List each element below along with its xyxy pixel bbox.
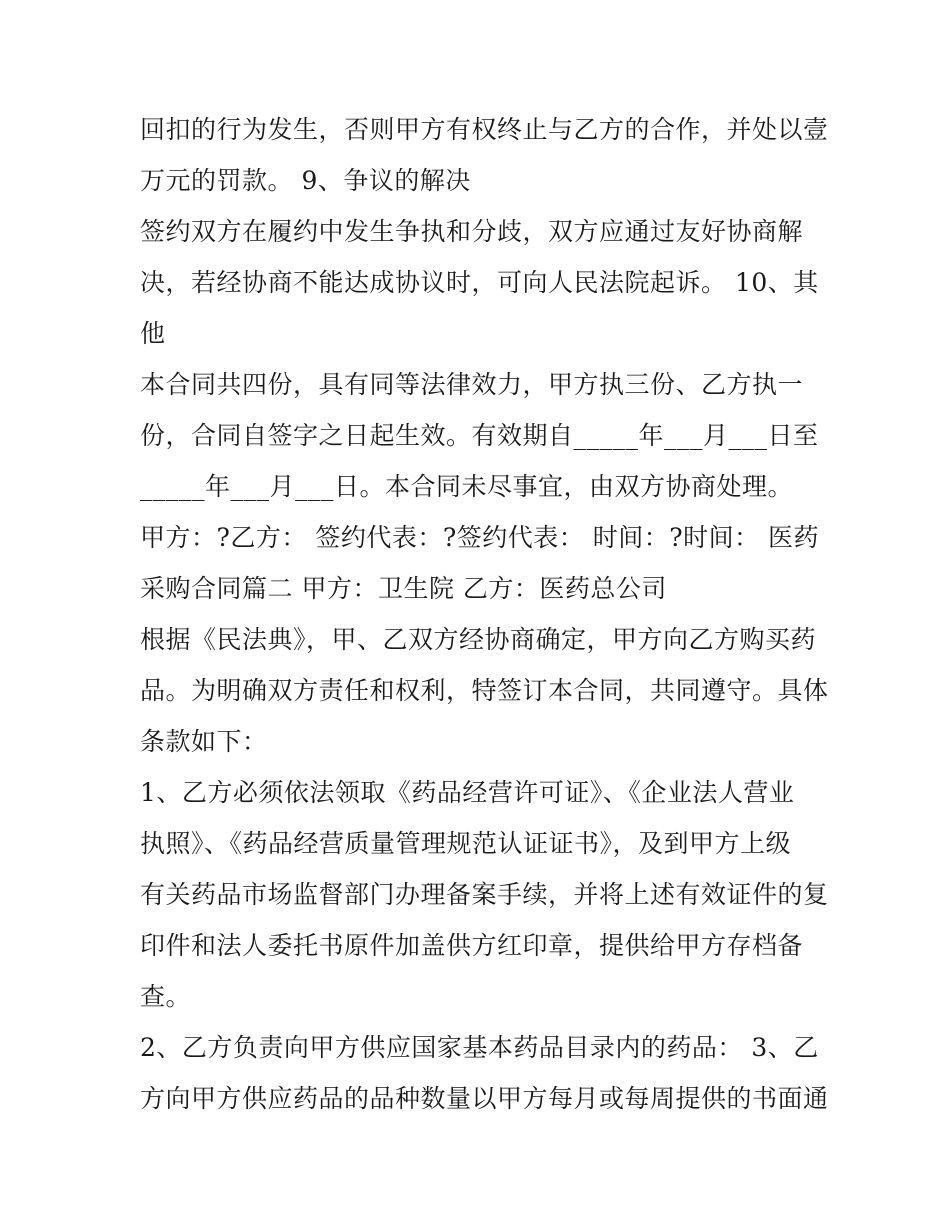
text-line: 条款如下：: [140, 727, 268, 756]
text-line: 有关药品市场监督部门办理备案手续，并将上述有效证件的复: [140, 880, 829, 909]
text-line: 签约双方在履约中发生争执和分歧，双方应通过友好协商解: [140, 217, 804, 246]
text-line: 执照》、《药品经营质量管理规范认证证书》，及到甲方上级: [140, 829, 792, 858]
text-line: 甲方：?乙方： 签约代表：?签约代表： 时间：?时间： 医药: [140, 523, 820, 552]
text-line: 方向甲方供应药品的品种数量以甲方每月或每周提供的书面通: [140, 1084, 829, 1113]
text-line: 回扣的行为发生，否则甲方有权终止与乙方的合作，并处以壹: [140, 115, 829, 144]
text-line: 印件和法人委托书原件加盖供方红印章，提供给甲方存档备: [140, 931, 804, 960]
text-line: 他: [140, 319, 166, 348]
text-line: 万元的罚款。 9、争议的解决: [140, 166, 471, 195]
text-line: 决，若经协商不能达成协议时，可向人民法院起诉。 10、其: [140, 268, 819, 297]
text-line: 查。: [140, 982, 192, 1011]
text-line: _____年___月___日。本合同未尽事宜，由双方协商处理。: [140, 472, 794, 501]
text-line: 1、乙方必须依法领取《药品经营许可证》、《企业法人营业: [140, 778, 795, 807]
text-line: 采购合同篇二 甲方：卫生院 乙方：医药总公司: [140, 574, 667, 603]
text-line: 2、乙方负责向甲方供应国家基本药品目录内的药品： 3、乙: [140, 1033, 819, 1062]
text-line: 根据《民法典》，甲、乙双方经协商确定，甲方向乙方购买药: [140, 625, 817, 654]
text-line: 本合同共四份，具有同等法律效力，甲方执三份、乙方执一: [140, 370, 804, 399]
text-line: 份，合同自签字之日起生效。有效期自_____年___月___日至: [140, 421, 819, 450]
text-line: 品。为明确双方责任和权利，特签订本合同，共同遵守。具体: [140, 676, 829, 705]
